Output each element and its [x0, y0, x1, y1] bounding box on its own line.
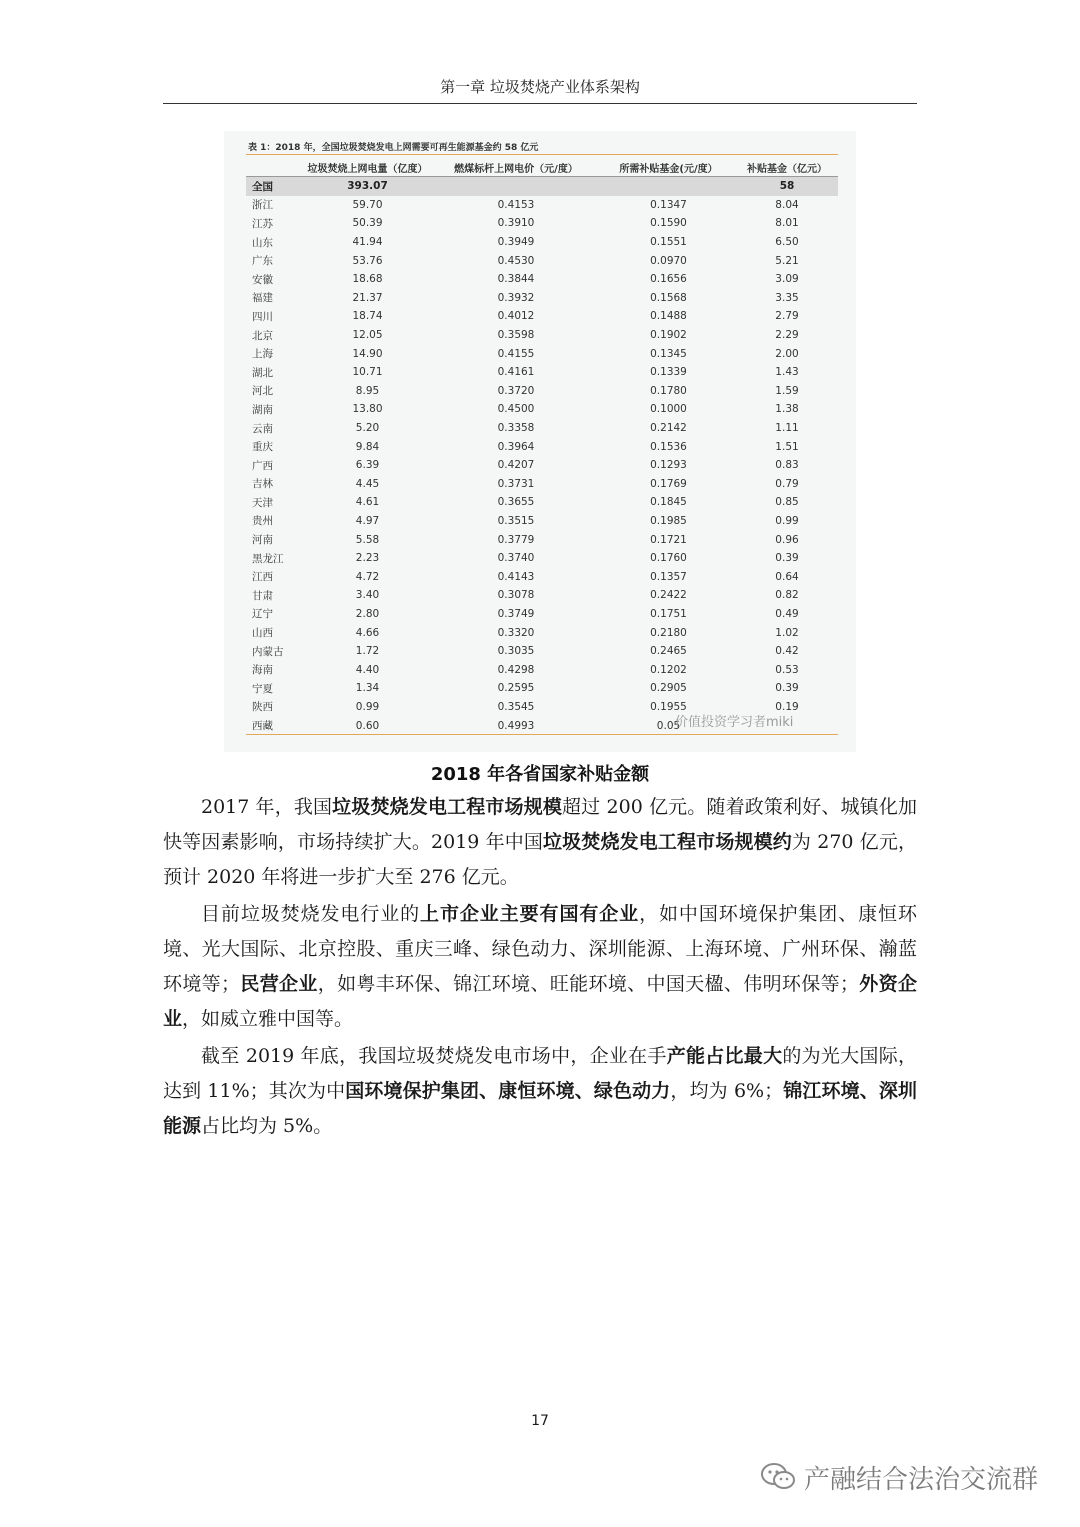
subsidy-rate-cell: 0.1345: [650, 347, 687, 360]
fund-cell: 1.11: [775, 422, 799, 435]
subsidy-rate-cell: 0.1000: [650, 403, 687, 416]
fund-cell: 1.51: [775, 440, 799, 453]
table-row: [246, 233, 838, 252]
page-number: 17: [531, 1413, 549, 1429]
figure-title: 2018 年各省国家补贴金额: [430, 764, 650, 785]
table-row: [246, 251, 838, 270]
table-row: [246, 549, 838, 568]
province-cell: 黑龙江: [252, 552, 284, 565]
kwh-cell: 3.40: [355, 589, 380, 602]
coal-price-cell: 0.4993: [497, 719, 535, 732]
subsidy-rate-cell: [601, 177, 736, 196]
kwh-cell: 4.61: [355, 496, 380, 509]
province-cell: 内蒙古: [252, 645, 284, 658]
province-cell: 浙江: [252, 199, 273, 212]
subsidy-rate-cell: 0.1955: [650, 700, 687, 713]
coal-price-cell: 0.3035: [497, 645, 535, 658]
emphasis-text: 锦江环境、深圳能源: [163, 1080, 917, 1137]
subsidy-rate-cell: 0.1357: [650, 570, 687, 583]
coal-price-cell: 0.3720: [497, 384, 535, 397]
coal-price-cell: 0.4012: [497, 310, 535, 323]
coal-price-cell: 0.3358: [497, 422, 535, 435]
fund-cell: 8.01: [775, 217, 799, 230]
paragraph-text: 的为光大国际，达到 11%；其次为中: [163, 1045, 917, 1102]
fund-cell: 58: [736, 177, 838, 196]
table-row: [246, 400, 838, 419]
coal-price-cell: 0.4143: [497, 570, 535, 583]
province-cell: 西藏: [252, 720, 273, 733]
table-top-rule: [246, 154, 838, 155]
subsidy-rate-cell: 0.1656: [650, 273, 687, 286]
kwh-cell: 1.72: [355, 645, 380, 658]
table-row: [246, 530, 838, 549]
table-row: [246, 382, 838, 401]
province-cell: 湖北: [252, 366, 273, 379]
fund-cell: 5.21: [775, 254, 799, 267]
province-cell: 安徽: [252, 273, 273, 286]
kwh-cell: 2.23: [355, 552, 380, 565]
subsidy-rate-cell: 0.2465: [650, 645, 687, 658]
watermark-text: 价值投资学习者miki: [675, 715, 794, 730]
fund-cell: 0.49: [775, 607, 799, 620]
subsidy-rate-cell: 0.1780: [650, 384, 687, 397]
table-row: [246, 512, 838, 531]
fund-cell: 2.79: [775, 310, 799, 323]
coal-price-cell: 0.3515: [497, 514, 535, 527]
coal-price-cell: 0.4155: [497, 347, 535, 360]
fund-cell: 0.82: [775, 589, 799, 602]
fund-cell: 1.43: [775, 366, 799, 379]
kwh-cell: 59.70: [352, 198, 383, 211]
province-cell: 海南: [252, 664, 273, 677]
column-header: 所需补贴基金(元/度）: [601, 158, 736, 177]
table-row: [246, 307, 838, 326]
subsidy-rate-cell: 0.1590: [650, 217, 687, 230]
province-cell: 江西: [252, 571, 273, 584]
province-cell: 陕西: [252, 701, 273, 714]
subsidy-rate-cell: 0.1985: [650, 514, 687, 527]
table-row: [246, 214, 838, 233]
paragraph: [163, 1039, 917, 1144]
province-cell: 山东: [252, 236, 273, 249]
brand-text: 产融结合法治交流群: [804, 1464, 1039, 1495]
coal-price-cell: 0.3545: [497, 700, 535, 713]
coal-price-cell: 0.3964: [497, 440, 535, 453]
column-header: 补贴基金（亿元）: [736, 158, 838, 177]
subsidy-rate-cell: 0.1536: [650, 440, 687, 453]
paragraph-text: ，均为 6%；: [670, 1080, 784, 1102]
coal-price-cell: 0.3655: [497, 496, 535, 509]
kwh-cell: 4.40: [355, 663, 380, 676]
subsidy-rate-cell: 0.1339: [650, 366, 687, 379]
subsidy-rate-cell: 0.05: [656, 719, 681, 732]
paragraph-text: 为 270 亿元，预计 2020 年将进一步扩大至 276 亿元。: [163, 831, 917, 888]
subsidy-rate-cell: 0.2180: [650, 626, 687, 639]
emphasis-text: 产能占比最大: [666, 1045, 783, 1067]
page-header: 第一章 垃圾焚烧产业体系架构: [440, 78, 640, 96]
emphasis-text: 垃圾焚烧发电工程市场规模: [332, 796, 563, 818]
kwh-cell: 393.07: [304, 177, 431, 196]
emphasis-text: 国环境保护集团、康恒环境、绿色动力: [345, 1080, 671, 1102]
province-cell: 广西: [252, 459, 273, 472]
table-row: [246, 642, 838, 661]
table-row: [246, 567, 838, 586]
subsidy-rate-cell: 0.1902: [650, 329, 687, 342]
coal-price-cell: 0.3910: [497, 217, 535, 230]
province-cell: 辽宁: [252, 608, 273, 621]
fund-cell: 3.09: [775, 273, 799, 286]
province-cell: 四川: [252, 310, 273, 323]
header-divider: [163, 103, 917, 104]
province-cell: 宁夏: [252, 682, 273, 695]
fund-cell: 1.38: [775, 403, 799, 416]
fund-cell: 0.53: [775, 663, 799, 676]
fund-cell: 0.39: [775, 682, 799, 695]
kwh-cell: 2.80: [355, 607, 380, 620]
subsidy-rate-cell: 0.1568: [650, 291, 687, 304]
table-row: [246, 493, 838, 512]
subsidy-rate-cell: 0.1293: [650, 459, 687, 472]
province-cell: 广东: [252, 255, 273, 268]
fund-cell: 0.19: [775, 700, 799, 713]
kwh-cell: 12.05: [352, 329, 383, 342]
emphasis-text: 上市企业主要有国有企业: [420, 903, 640, 925]
province-cell: 山西: [252, 627, 273, 640]
subsidy-rate-cell: 0.1202: [650, 663, 687, 676]
coal-price-cell: 0.3078: [497, 589, 535, 602]
fund-cell: 0.99: [775, 514, 799, 527]
coal-price-cell: 0.3779: [497, 533, 535, 546]
paragraph: [163, 897, 917, 1037]
fund-cell: 2.29: [775, 329, 799, 342]
fund-cell: 0.39: [775, 552, 799, 565]
kwh-cell: 5.20: [355, 422, 380, 435]
kwh-cell: 5.58: [355, 533, 380, 546]
paragraph-text: 占比均为 5%。: [201, 1115, 333, 1137]
province-cell: 天津: [252, 496, 273, 509]
fund-cell: 0.79: [775, 477, 799, 490]
table-row: [246, 196, 838, 215]
kwh-cell: 50.39: [352, 217, 383, 230]
subsidy-rate-cell: 0.1845: [650, 496, 687, 509]
table-row: [246, 623, 838, 642]
fund-cell: 2.00: [775, 347, 799, 360]
paragraph-text: 目前垃圾焚烧发电行业的: [201, 903, 421, 925]
table-row: [246, 586, 838, 605]
coal-price-cell: 0.4530: [497, 254, 535, 267]
fund-cell: 1.02: [775, 626, 799, 639]
emphasis-text: 民营企业: [240, 973, 318, 995]
fund-cell: 3.35: [775, 291, 799, 304]
column-header: 垃圾焚烧上网电量（亿度）: [304, 158, 431, 177]
kwh-cell: 41.94: [352, 236, 383, 249]
table-row: [246, 289, 838, 308]
province-cell: 重庆: [252, 441, 273, 454]
province-cell: 湖南: [252, 403, 273, 416]
kwh-cell: 18.74: [352, 310, 383, 323]
coal-price-cell: 0.4161: [497, 366, 535, 379]
kwh-cell: 14.90: [352, 347, 383, 360]
table-bottom-rule: [246, 734, 838, 735]
table-row: [246, 270, 838, 289]
coal-price-cell: 0.3749: [497, 607, 535, 620]
table-header-row: [246, 158, 838, 177]
paragraph-text: ，如粤丰环保、锦江环境、旺能环境、中国天楹、伟明环保等；: [317, 973, 859, 995]
province-cell: 吉林: [252, 478, 273, 491]
table-row: [246, 660, 838, 679]
subsidy-rate-cell: 0.1721: [650, 533, 687, 546]
subsidy-rate-cell: 0.1347: [650, 198, 687, 211]
province-cell: 福建: [252, 292, 273, 305]
table-row: [246, 456, 838, 475]
province-cell: 河北: [252, 385, 273, 398]
table-row: [246, 326, 838, 345]
subsidy-rate-cell: 0.2905: [650, 682, 687, 695]
coal-price-cell: 0.3320: [497, 626, 535, 639]
subsidy-rate-cell: 0.1488: [650, 310, 687, 323]
table-row: [246, 419, 838, 438]
subsidy-rate-cell: 0.1769: [650, 477, 687, 490]
kwh-cell: 4.97: [355, 514, 380, 527]
fund-cell: 0.85: [775, 496, 799, 509]
coal-price-cell: 0.4207: [497, 459, 535, 472]
kwh-cell: 9.84: [355, 440, 380, 453]
coal-price-cell: 0.3740: [497, 552, 535, 565]
province-cell: 北京: [252, 329, 273, 342]
kwh-cell: 18.68: [352, 273, 383, 286]
kwh-cell: 53.76: [352, 254, 383, 267]
coal-price-cell: [431, 177, 601, 196]
column-header: [246, 158, 304, 177]
coal-price-cell: 0.3731: [497, 477, 535, 490]
emphasis-text: 垃圾焚烧发电工程市场规模约: [543, 831, 792, 853]
kwh-cell: 8.95: [355, 384, 380, 397]
subsidy-rate-cell: 0.1760: [650, 552, 687, 565]
province-cell: 河南: [252, 534, 273, 547]
kwh-cell: 21.37: [352, 291, 383, 304]
fund-cell: 8.04: [775, 198, 799, 211]
table-row: [246, 344, 838, 363]
table-row-national: [246, 177, 838, 196]
fund-cell: 0.96: [775, 533, 799, 546]
kwh-cell: 1.34: [355, 682, 380, 695]
fund-cell: 0.64: [775, 570, 799, 583]
coal-price-cell: 0.2595: [497, 682, 535, 695]
kwh-cell: 4.66: [355, 626, 380, 639]
body-text: [163, 790, 917, 1146]
table-caption: 表 1：2018 年，全国垃圾焚烧发电上网需要可再生能源基金约 58 亿元: [248, 143, 539, 153]
fund-cell: 0.83: [775, 459, 799, 472]
subsidy-rate-cell: 0.2422: [650, 589, 687, 602]
subsidy-rate-cell: 0.1551: [650, 236, 687, 249]
kwh-cell: 0.99: [355, 700, 380, 713]
paragraph: [163, 790, 917, 895]
paragraph-text: ，如威立雅中国等。: [182, 1008, 354, 1030]
table-row: [246, 363, 838, 382]
coal-price-cell: 0.3949: [497, 236, 535, 249]
kwh-cell: 0.60: [355, 719, 380, 732]
table-row: [246, 437, 838, 456]
province-cell: 贵州: [252, 515, 273, 528]
coal-price-cell: 0.3932: [497, 291, 535, 304]
table-row: [246, 475, 838, 494]
coal-price-cell: 0.3844: [497, 273, 535, 286]
kwh-cell: 10.71: [352, 366, 383, 379]
coal-price-cell: 0.3598: [497, 329, 535, 342]
province-cell: 江苏: [252, 217, 273, 230]
kwh-cell: 13.80: [352, 403, 383, 416]
paragraph-text: ，如中国环境保护集团、康恒环境、光大国际、北京控股、重庆三峰、绿色动力、深圳能源、上海环境、广州环保、瀚蓝环境等；: [163, 903, 917, 995]
coal-price-cell: 0.4153: [497, 198, 535, 211]
fund-cell: 0.42: [775, 645, 799, 658]
column-header: 燃煤标杆上网电价（元/度）: [431, 158, 601, 177]
subsidy-rate-cell: 0.1751: [650, 607, 687, 620]
wechat-icon: [760, 1462, 796, 1492]
fund-cell: 1.59: [775, 384, 799, 397]
paragraph-text: 截至 2019 年底，我国垃圾焚烧发电市场中，企业在手: [201, 1045, 667, 1067]
coal-price-cell: 0.4298: [497, 663, 535, 676]
subsidy-table: [246, 158, 838, 735]
paragraph-text: 2017 年，我国: [201, 796, 333, 818]
paragraph-text: 超过 200 亿元。随着政策利好、城镇化加快等因素影响，市场持续扩大。2019 年中国: [163, 796, 917, 853]
province-cell: 甘肃: [252, 589, 273, 602]
emphasis-text: 外资企业: [163, 973, 917, 1030]
table-row: [246, 679, 838, 698]
subsidy-rate-cell: 0.0970: [650, 254, 687, 267]
subsidy-rate-cell: 0.2142: [650, 422, 687, 435]
kwh-cell: 4.45: [355, 477, 380, 490]
province-cell: 全国: [246, 177, 304, 196]
kwh-cell: 4.72: [355, 570, 380, 583]
table-row: [246, 605, 838, 624]
brand-footer: [760, 1460, 1038, 1494]
coal-price-cell: 0.4500: [497, 403, 535, 416]
fund-cell: 6.50: [775, 236, 799, 249]
province-cell: 云南: [252, 422, 273, 435]
province-cell: 上海: [252, 348, 273, 361]
kwh-cell: 6.39: [355, 459, 380, 472]
